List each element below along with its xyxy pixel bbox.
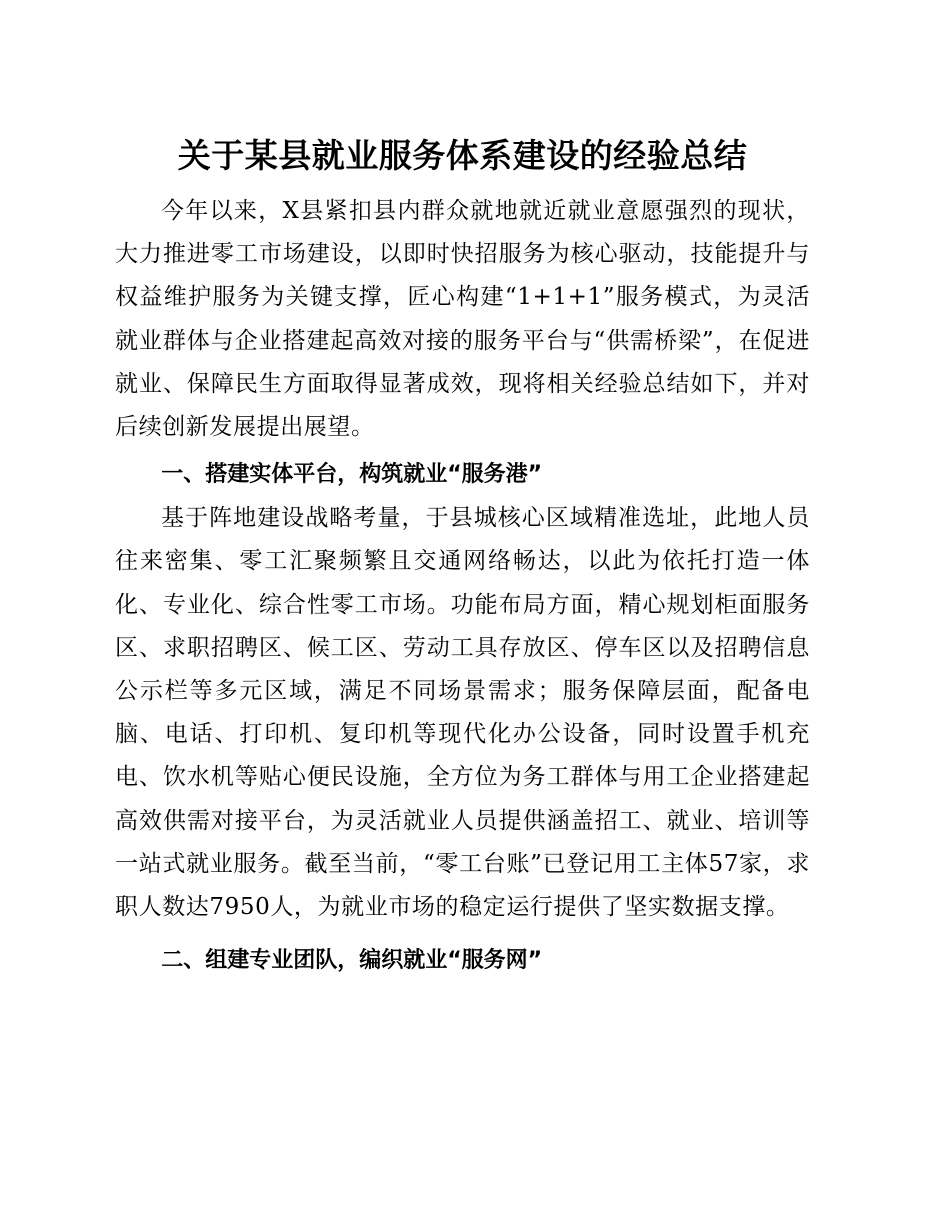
section-heading-1: 一、搭建实体平台，构筑就业“服务港” xyxy=(161,462,543,488)
section-1-paragraph: 基于阵地建设战略考量，于县城核心区域精准选址，此地人员往来密集、零工汇聚频繁且交通网络畅达，以此为依托打造一体化、专业化、综合性零工市场。功能布局方面，精心规划柜面服务区、求职招聘区、候工区、劳动工具存放区、停车区以及招聘信息公示栏等多元区域，满足不同场景需求；服务保障层面，配备电脑、电话、打印机、复印机等现代化办公设备，同时设置手机充电、饮水机等贴心便民设施，全方位为务工群体与用工企业搭建起高效供需对接平台，为灵活就业人员提供涵盖招工、就业、培训等一站式就业服务。截至当前，“零工台账”已登记用工主体57家，求职人数达7950人，为就业市场的稳定运行提供了坚实数据支撑。 xyxy=(115,505,810,921)
section-heading-2: 二、组建专业团队，编织就业“服务网” xyxy=(161,948,543,974)
document-body xyxy=(115,128,810,983)
document-title: 关于某县就业服务体系建设的经验总结 xyxy=(177,136,748,175)
intro-paragraph: 今年以来，X县紧扣县内群众就地就近就业意愿强烈的现状，大力推进零工市场建设，以即时快招服务为核心驱动，技能提升与权益维护服务为关键支撑，匠心构建“1+1+1”服务模式，为灵活就业群体与企业搭建起高效对接的服务平台与“供需桥梁”，在促进就业、保障民生方面取得显著成效，现将相关经验总结如下，并对后续创新发展提出展望。 xyxy=(115,198,810,441)
spacer xyxy=(115,929,810,939)
